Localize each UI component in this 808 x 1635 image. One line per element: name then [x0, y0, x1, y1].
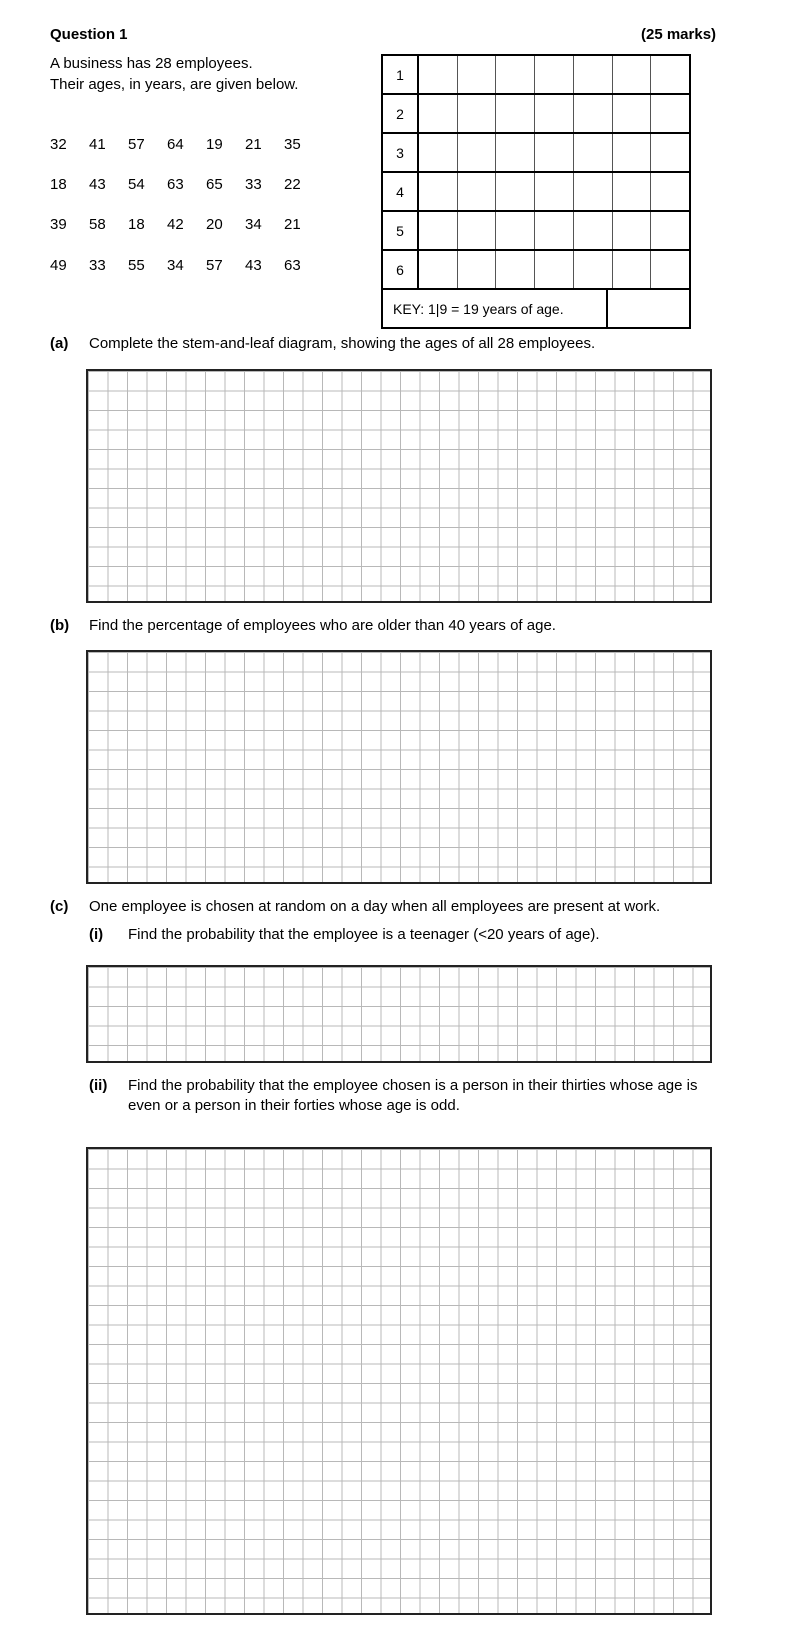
answer-grid-a[interactable] [86, 369, 712, 603]
age-value: 33 [89, 257, 106, 274]
leaf-cells[interactable] [419, 212, 689, 249]
stem-row [383, 251, 689, 290]
stem-leaf-key: KEY: 1|9 = 19 years of age. [383, 290, 608, 327]
age-value: 63 [167, 176, 184, 193]
age-value: 42 [167, 216, 184, 233]
answer-grid-b[interactable] [86, 650, 712, 884]
part-c-i-text: Find the probability that the employee is a teenager (<20 years of age). [128, 926, 600, 943]
part-c-text: One employee is chosen at random on a day when all employees are present at work. [89, 898, 661, 915]
age-value: 21 [284, 216, 301, 233]
part-b-label: (b) [50, 617, 70, 634]
age-value: 43 [89, 176, 106, 193]
part-c-label: (c) [50, 898, 69, 915]
stem-value: 6 [383, 251, 419, 288]
age-value: 35 [284, 136, 301, 153]
part-c-i-label: (i) [89, 926, 104, 943]
age-value: 65 [206, 176, 223, 193]
age-value: 20 [206, 216, 223, 233]
part-c-ii-label: (ii) [89, 1077, 108, 1094]
answer-grid-c-i[interactable] [86, 965, 712, 1063]
part-a-text: Complete the stem-and-leaf diagram, showing the ages of all 28 employees. [89, 335, 596, 352]
intro-line-2: Their ages, in years, are given below. [50, 76, 299, 93]
age-value: 64 [167, 136, 184, 153]
age-value: 21 [245, 136, 262, 153]
stem-value: 3 [383, 134, 419, 171]
age-value: 49 [50, 257, 67, 274]
stem-leaf-table [381, 54, 691, 329]
age-value: 18 [50, 176, 67, 193]
stem-row [383, 212, 689, 251]
leaf-cells[interactable] [419, 173, 689, 210]
part-a-label: (a) [50, 335, 69, 352]
age-value: 63 [284, 257, 301, 274]
leaf-cells[interactable] [419, 95, 689, 132]
age-value: 57 [206, 257, 223, 274]
age-value: 19 [206, 136, 223, 153]
stem-value: 5 [383, 212, 419, 249]
part-b-text: Find the percentage of employees who are older than 40 years of age. [89, 617, 556, 634]
stem-row [383, 56, 689, 95]
age-value: 54 [128, 176, 145, 193]
key-row [383, 290, 689, 327]
stem-value: 2 [383, 95, 419, 132]
age-value: 22 [284, 176, 301, 193]
age-value: 39 [50, 216, 67, 233]
part-c-ii-text-1: Find the probability that the employee chosen is a person in their thirties whose age is [128, 1077, 698, 1094]
leaf-cells[interactable] [419, 134, 689, 171]
stem-value: 4 [383, 173, 419, 210]
age-value: 41 [89, 136, 106, 153]
stem-row [383, 134, 689, 173]
answer-grid-c-ii[interactable] [86, 1147, 712, 1615]
age-value: 58 [89, 216, 106, 233]
question-marks: (25 marks) [641, 26, 717, 43]
age-value: 55 [128, 257, 145, 274]
intro-line-1: A business has 28 employees. [50, 55, 253, 72]
leaf-cells[interactable] [419, 56, 689, 93]
stem-value: 1 [383, 56, 419, 93]
stem-row [383, 95, 689, 134]
age-value: 32 [50, 136, 67, 153]
age-value: 18 [128, 216, 145, 233]
stem-row [383, 173, 689, 212]
leaf-cells[interactable] [419, 251, 689, 288]
part-c-ii-text-2: even or a person in their forties whose age is odd. [128, 1097, 460, 1114]
age-value: 34 [245, 216, 262, 233]
age-value: 43 [245, 257, 262, 274]
age-value: 57 [128, 136, 145, 153]
question-title: Question 1 [50, 26, 128, 43]
age-value: 34 [167, 257, 184, 274]
age-value: 33 [245, 176, 262, 193]
